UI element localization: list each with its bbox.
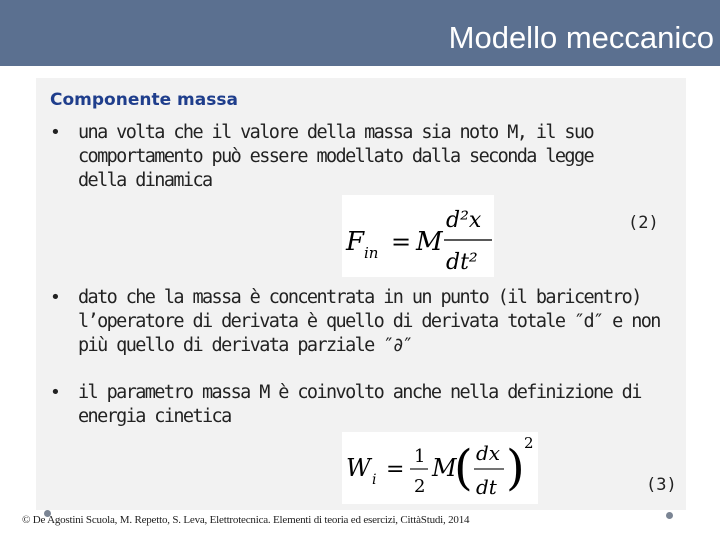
eq3-numerator: dx	[476, 441, 501, 465]
eq3-lhs: W	[346, 454, 371, 482]
section-heading: Componente massa	[50, 90, 238, 110]
eq2-lhs: F	[346, 227, 365, 257]
equation-2	[342, 195, 494, 277]
svg-text:(: (	[454, 440, 473, 496]
bullet-dot-icon: •	[50, 287, 61, 308]
decorative-dot-icon	[666, 512, 673, 519]
bullet-text: il parametro massa M è coinvolto anche nella definizione di energia cinetica	[78, 382, 641, 427]
svg-text:): )	[506, 440, 525, 496]
bullet-text: dato che la massa è concentrata in un punto (il baricentro) l’operatore di derivata è quello di derivata totale ″d″ e non più quello di derivata parziale ″∂″	[78, 287, 660, 356]
svg-text:=: =	[386, 457, 405, 482]
bullet-text: una volta che il valore della massa sia noto M, il suo comportamento può essere modellato dalla seconda legge della dinamica	[78, 122, 594, 191]
equation-2-formula	[342, 195, 494, 277]
svg-text:=: =	[391, 228, 412, 256]
eq3-power: 2	[524, 434, 534, 452]
equation-3-formula	[342, 432, 538, 504]
bullet-dot-icon: •	[50, 122, 61, 143]
eq2-lhs-sub: in	[364, 244, 379, 262]
title-bar	[0, 0, 720, 66]
eq3-half-num: 1	[414, 446, 426, 467]
equation-number-2: (2)	[628, 213, 659, 233]
copyright-footer: © De Agostini Scuola, M. Repetto, S. Leva, Elettrotecnica. Elementi di teoria ed esercizi, CittàStudi, 2014	[22, 514, 470, 526]
eq3-half-den: 2	[414, 476, 426, 497]
eq3-lhs-sub: i	[372, 472, 377, 488]
eq3-denominator: dt	[476, 475, 497, 499]
equation-3	[342, 432, 538, 504]
eq2-numerator: d²x	[446, 208, 482, 233]
bullet-dot-icon: •	[50, 382, 61, 403]
equation-number-3: (3)	[646, 475, 677, 495]
eq3-coef: M	[432, 454, 457, 482]
slide-title: Modello meccanico	[448, 20, 714, 55]
eq2-coef: M	[416, 227, 443, 257]
eq2-denominator: dt²	[446, 250, 478, 275]
